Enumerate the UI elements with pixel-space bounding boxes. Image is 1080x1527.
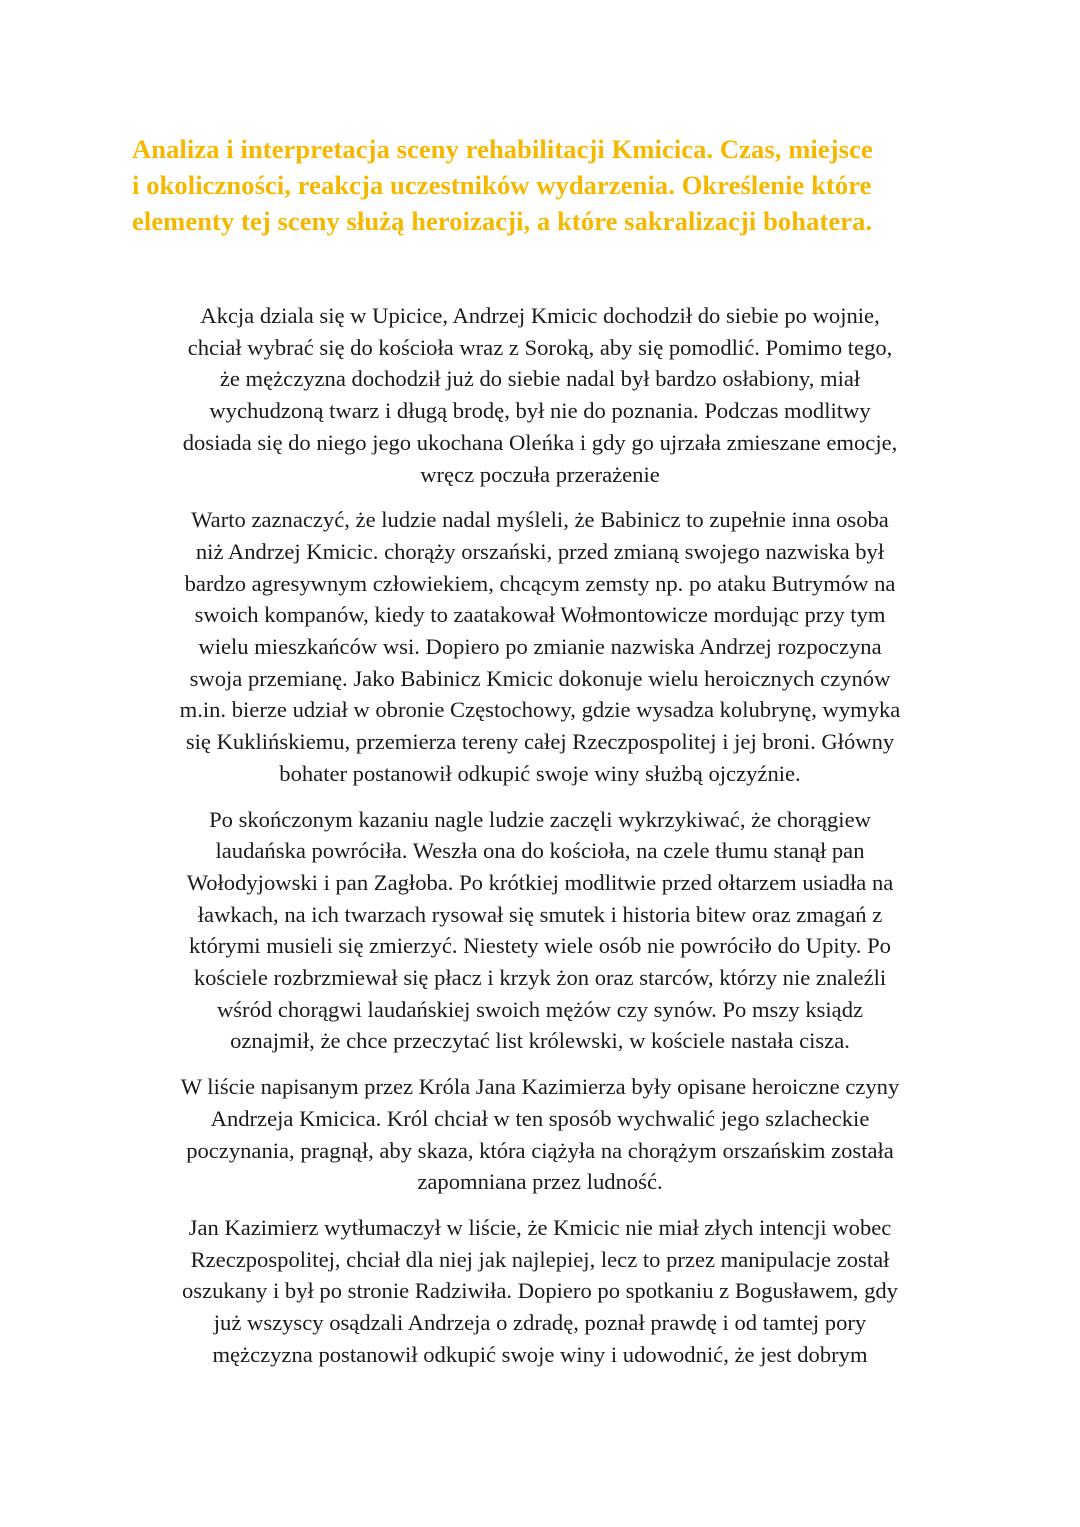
paragraph-choragiew bbox=[110, 804, 970, 1058]
text-line: swoja przemianę. Jako Babinicz Kmicic dokonuje wielu heroicznych czynów bbox=[189, 665, 891, 691]
text-line: już wszyscy osądzali Andrzeja o zdradę, poznał prawdę i od tamtej pory bbox=[213, 1310, 867, 1336]
text-line: Wołodyjowski i pan Zagłoba. Po krótkiej modlitwie przed ołtarzem usiadła na bbox=[186, 869, 894, 895]
text-line: Rzeczpospolitej, chciał dla niej jak najlepiej, lecz to przez manipulacje został bbox=[190, 1246, 890, 1272]
text-line: dosiada się do niego jego ukochana Oleńka i gdy go ujrzała zmieszane emocje, bbox=[182, 429, 898, 455]
text-line: m.in. bierze udział w obronie Częstochowy, gdzie wysadza kolubrynę, wymyka bbox=[179, 697, 901, 723]
text-line: Jan Kazimierz wytłumaczył w liście, że Kmicic nie miał złych intencji wobec bbox=[188, 1214, 892, 1240]
text-line: Po skończonym kazaniu nagle ludzie zaczęli wykrzykiwać, że chorągiew bbox=[209, 806, 871, 832]
text-line: mężczyzna postanowił odkupić swoje winy i udowodnić, że jest dobrym bbox=[212, 1341, 868, 1367]
text-line: laudańska powróciła. Weszła ona do kościoła, na czele tłumu stanął pan bbox=[215, 838, 865, 864]
text-line: swoich kompanów, kiedy to zaatakował Wołmontowicze mordując przy tym bbox=[194, 602, 886, 628]
text-line: bardzo agresywnym człowiekiem, chcącym zemsty np. po ataku Butrymów na bbox=[184, 570, 896, 596]
text-line: Akcja dziala się w Upicice, Andrzej Kmicic dochodził do siebie po wojnie, bbox=[200, 303, 880, 328]
text-line: kościele rozbrzmiewał się płacz i krzyk żon oraz starców, którzy nie znaleźli bbox=[193, 965, 887, 991]
text-line: ławkach, na ich twarzach rysował się smutek i historia bitew oraz zmagań z bbox=[197, 901, 883, 927]
text-line: wielu mieszkańców wsi. Dopiero po zmianie nazwiska Andrzej rozpoczyna bbox=[198, 634, 882, 660]
text-line: wśród chorągwi laudańskiej swoich mężów czy synów. Po mszy ksiądz bbox=[216, 996, 864, 1022]
text-line: że mężczyzna dochodził już do siebie nadal był bardzo osłabiony, miał bbox=[219, 366, 861, 392]
paragraph-royal-letter bbox=[110, 1071, 970, 1198]
text-line: chciał wybrać się do kościoła wraz z Soroką, aby się pomodlić. Pomimo tego, bbox=[187, 334, 893, 360]
text-line: oznajmił, że chce przeczytać list królewski, w kościele nastała cisza. bbox=[230, 1028, 850, 1054]
text-line: się Kuklińskiemu, przemierza tereny całej Rzeczpospolitej i jej broni. Główny bbox=[185, 729, 895, 755]
text-line: zapomniana przez ludność. bbox=[417, 1169, 663, 1195]
document-body bbox=[110, 300, 970, 1385]
text-line: poczynania, pragnął, aby skaza, która ciążyła na chorążym orszańskim została bbox=[186, 1137, 894, 1163]
paragraph-babinicz bbox=[110, 504, 970, 789]
title-line: i okoliczności, reakcja uczestników wydarzenia. Określenie które bbox=[132, 170, 872, 200]
text-line: oszukany i był po stronie Radziwiła. Dopiero po spotkaniu z Bogusławem, gdy bbox=[182, 1278, 898, 1304]
text-line: niż Andrzej Kmicic. chorąży orszański, przed zmianą swojego nazwiska był bbox=[195, 538, 885, 564]
page-title bbox=[132, 131, 952, 239]
text-line: Andrzeja Kmicica. Król chciał w ten sposób wychwalić jego szlacheckie bbox=[210, 1105, 870, 1131]
text-line: Warto zaznaczyć, że ludzie nadal myśleli, że Babinicz to zupełnie inna osoba bbox=[191, 507, 889, 533]
paragraph-explanation bbox=[110, 1212, 970, 1371]
title-line: elementy tej sceny służą heroizacji, a które sakralizacji bohatera. bbox=[132, 206, 873, 236]
text-line: którymi musieli się zmierzyć. Niestety wiele osób nie powróciło do Upity. Po bbox=[189, 933, 891, 959]
paragraph-scene-setting bbox=[110, 300, 970, 490]
text-line: wychudzoną twarz i długą brodę, był nie do poznania. Podczas modlitwy bbox=[209, 398, 871, 424]
text-line: bohater postanowił odkupić swoje winy służbą ojczyźnie. bbox=[279, 760, 801, 786]
title-line: Analiza i interpretacja sceny rehabilitacji Kmicica. Czas, miejsce bbox=[132, 134, 873, 164]
text-line: W liście napisanym przez Króla Jana Kazimierza były opisane heroiczne czyny bbox=[180, 1074, 900, 1100]
text-line: wręcz poczuła przerażenie bbox=[420, 461, 660, 487]
